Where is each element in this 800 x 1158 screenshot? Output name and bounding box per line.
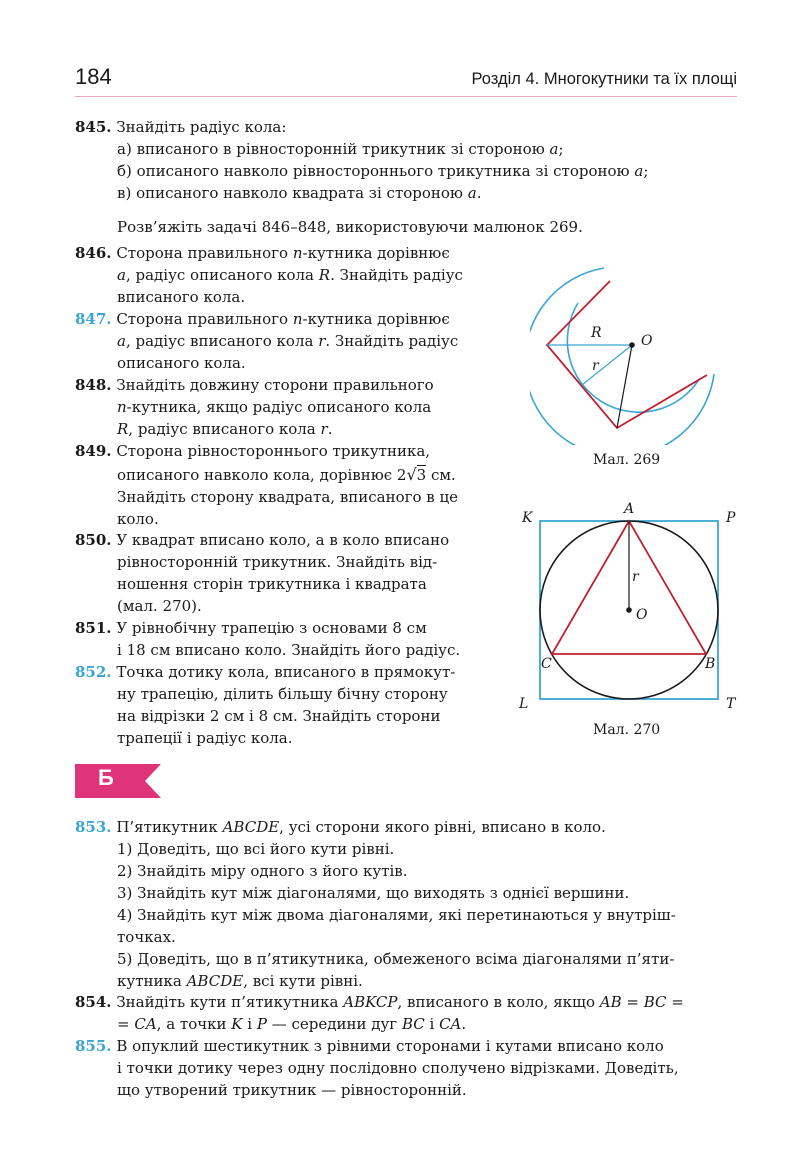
text: . Знайдіть радіус: [330, 266, 463, 284]
var-n: n: [117, 398, 127, 416]
text: -кутника, якщо радіус описаного кола: [126, 398, 432, 416]
label-r: r: [592, 358, 599, 374]
text: кутника: [117, 972, 187, 990]
problem-846: [75, 243, 450, 264]
problem-number: 852.: [75, 663, 112, 681]
figure-269-caption: Мал. 269: [593, 452, 661, 468]
problem-851: [75, 618, 427, 639]
problem-853-s5a: 5) Доведіть, що в п’ятикутника, обмеженого всіма діагоналями п’яти-: [117, 950, 675, 968]
problem-847-line3: описаного кола.: [117, 354, 246, 372]
var-ca: CA: [439, 1015, 462, 1033]
text: і: [424, 1015, 440, 1033]
problem-854-line2: [117, 1014, 466, 1035]
label-P: P: [726, 510, 736, 526]
problem-850-line3: ношення сторін трикутника і квадрата: [117, 575, 427, 593]
problem-number: 849.: [75, 442, 112, 460]
text: П’ятикутник: [116, 818, 223, 836]
text: Сторона правильного: [116, 244, 293, 262]
text: .: [461, 1015, 467, 1033]
problem-number: 851.: [75, 619, 112, 637]
label-T: T: [726, 696, 736, 712]
problem-845: [75, 117, 286, 138]
text: , всі кути рівні.: [243, 972, 363, 990]
problem-852-line3: на відрізки 2 см і 8 см. Знайдіть сторони: [117, 707, 441, 725]
problem-846-line2: [117, 265, 463, 286]
problem-number: 845.: [75, 118, 112, 136]
text: б) описаного навколо рівностороннього трикутника зі стороною: [117, 162, 635, 180]
label-B: B: [705, 656, 716, 672]
var-abkcp: ABKCP: [343, 993, 398, 1011]
text: см.: [426, 466, 456, 484]
problem-854: [75, 992, 684, 1013]
problem-855-line2: і точки дотику через одну послідовно сполучено відрізками. Доведіть,: [117, 1059, 679, 1077]
problem-847-line2: [117, 331, 458, 352]
text: Сторона рівностороннього трикутника,: [116, 442, 431, 460]
figure-269: [530, 255, 730, 445]
var-a: a: [467, 184, 477, 202]
var-n: n: [292, 310, 303, 328]
problem-849: [75, 441, 430, 462]
text: , радіус вписаного кола: [128, 420, 321, 438]
text: .: [327, 420, 333, 438]
text: Знайдіть довжину сторони правильного: [116, 376, 434, 394]
text: в) описаного навколо квадрата зі стороною: [117, 184, 468, 202]
sqrt-value: 3: [416, 466, 427, 484]
var-r: r: [320, 420, 328, 438]
var-p: P: [256, 1015, 267, 1033]
section-title: Розділ 4. Многокутники та їх площі: [471, 70, 737, 88]
section-b-badge: [75, 764, 161, 798]
problem-852-line4: трапеції і радіус кола.: [117, 729, 293, 747]
problem-853-s4b: точках.: [117, 928, 176, 946]
var-a: a: [117, 266, 126, 284]
problem-849-line4: коло.: [117, 510, 159, 528]
problem-845-a: [117, 139, 564, 160]
problem-848: [75, 375, 434, 396]
problem-number: 855.: [75, 1037, 112, 1055]
problem-849-line2: [117, 464, 456, 486]
problem-848-line3: [117, 419, 332, 440]
label-L: L: [519, 696, 529, 712]
sqrt-sign: √: [406, 465, 417, 484]
problem-number: 854.: [75, 993, 112, 1011]
section-b-label: Б: [98, 765, 114, 790]
problem-852-line2: ну трапецію, ділить більшу бічну сторону: [117, 685, 448, 703]
text: -кутника дорівнює: [302, 310, 450, 328]
label-K: K: [522, 510, 533, 526]
problem-848-line2: [117, 397, 431, 418]
problem-number: 846.: [75, 244, 112, 262]
problem-853-s2: 2) Знайдіть міру одного з його кутів.: [117, 862, 408, 880]
var-n: n: [292, 244, 303, 262]
segment-to-vertex: [617, 345, 632, 428]
var-R: R: [318, 266, 331, 284]
text: =: [117, 1015, 135, 1033]
label-r: r: [632, 569, 639, 585]
label-C: C: [541, 656, 552, 672]
var-a: a: [634, 162, 644, 180]
problem-850-line4: (мал. 270).: [117, 597, 202, 615]
problem-853-s3: 3) Знайдіть кут між діагоналями, що виходять з однієї вершини.: [117, 884, 630, 902]
var-abcde: ABCDE: [222, 818, 280, 836]
problem-845-b: [117, 161, 648, 182]
center-O: [626, 607, 632, 613]
var-a: a: [117, 332, 126, 350]
text: У квадрат вписано коло, а в коло вписано: [116, 531, 450, 549]
figure-270: [515, 495, 745, 715]
equation: AB = BC =: [599, 993, 684, 1011]
text: , радіус вписаного кола: [125, 332, 319, 350]
problem-847: [75, 309, 450, 330]
text: В опуклий шестикутник з рівними сторонами і кутами вписано коло: [116, 1037, 664, 1055]
polygon-sides: [547, 281, 707, 428]
problem-851-line2: і 18 см вписано коло. Знайдіть його радіус.: [117, 641, 461, 659]
problem-853-s5b: [117, 971, 363, 992]
problem-846-line3: вписаного кола.: [117, 288, 246, 306]
label-O: O: [641, 333, 653, 349]
text: , а точки: [156, 1015, 232, 1033]
problem-845-c: [117, 183, 482, 204]
problem-number: 847.: [75, 310, 112, 328]
problem-number: 850.: [75, 531, 112, 549]
figure-270-caption: Мал. 270: [593, 722, 661, 738]
page-number: 184: [75, 64, 112, 89]
var-a: a: [549, 140, 559, 158]
center-O: [629, 342, 635, 348]
text: Точка дотику кола, вписаного в прямокут-: [116, 663, 456, 681]
problem-852: [75, 662, 455, 683]
text: , вписаного в коло, якщо: [397, 993, 600, 1011]
problem-number: 848.: [75, 376, 112, 394]
text: , радіус описаного кола: [125, 266, 319, 284]
var-r: r: [318, 332, 326, 350]
text: Сторона правильного: [116, 310, 293, 328]
problem-853: [75, 817, 606, 838]
text: -кутника дорівнює: [302, 244, 450, 262]
label-O: O: [636, 607, 648, 623]
text: описаного навколо кола, дорівнює 2: [117, 466, 407, 484]
radius-r: [582, 345, 632, 385]
text: ;: [558, 140, 564, 158]
problem-850: [75, 530, 449, 551]
text: .: [476, 184, 482, 202]
problem-853-s1: 1) Доведіть, що всі його кути рівні.: [117, 840, 395, 858]
text: . Знайдіть радіус: [325, 332, 459, 350]
var-ca: CA: [134, 1015, 157, 1033]
var-bc: BC: [401, 1015, 425, 1033]
var-abcde: ABCDE: [186, 972, 244, 990]
text: і: [242, 1015, 257, 1033]
instruction: Розв’яжіть задачі 846–848, використовуючи малюнок 269.: [117, 218, 583, 236]
label-A: A: [624, 501, 635, 517]
problem-855-line3: що утворений трикутник — рівносторонній.: [117, 1081, 467, 1099]
var-k: K: [231, 1015, 243, 1033]
problem-number: 853.: [75, 818, 112, 836]
problem-853-s4a: 4) Знайдіть кут між двома діагоналями, які перетинаються у внутріш-: [117, 906, 676, 924]
text: ;: [643, 162, 649, 180]
problem-text: Знайдіть радіус кола:: [116, 118, 287, 136]
var-R: R: [117, 420, 129, 438]
text: а) вписаного в рівносторонній трикутник зі стороною: [117, 140, 550, 158]
text: Знайдіть кути п’ятикутника: [116, 993, 344, 1011]
problem-855: [75, 1036, 664, 1057]
text: — середини дуг: [266, 1015, 402, 1033]
text: У рівнобічну трапецію з основами 8 см: [116, 619, 427, 637]
inner-arc: [567, 303, 700, 412]
text: , усі сторони якого рівні, вписано в коло.: [279, 818, 606, 836]
problem-849-line3: Знайдіть сторону квадрата, вписаного в це: [117, 488, 459, 506]
problem-850-line2: рівносторонній трикутник. Знайдіть від-: [117, 553, 438, 571]
label-R: R: [591, 325, 602, 341]
